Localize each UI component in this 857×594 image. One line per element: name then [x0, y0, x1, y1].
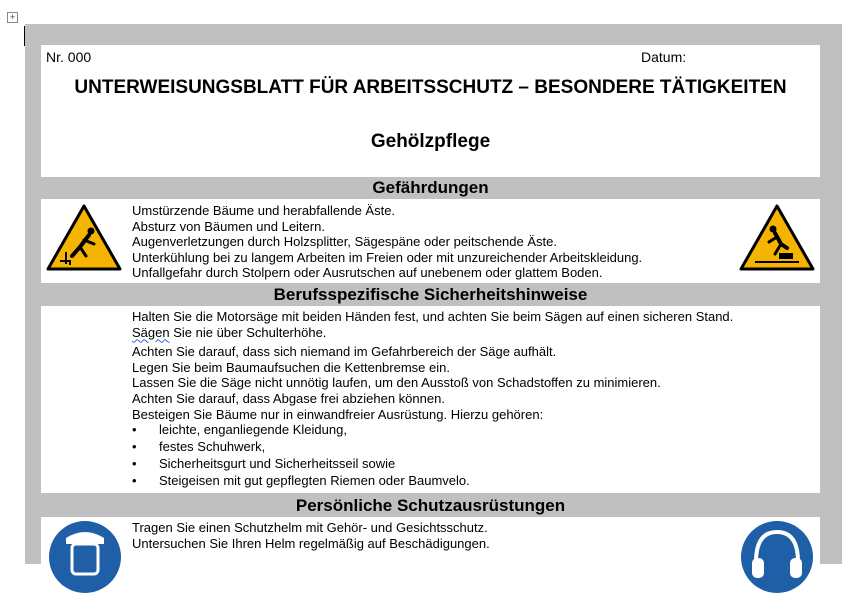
document-table: [25, 24, 842, 564]
hinweis-line[interactable]: Achten Sie darauf, dass Abgase frei abziehen können.: [132, 390, 445, 406]
hinweis-line[interactable]: Sägen Sie nie über Schulterhöhe.: [132, 324, 327, 340]
document-date-label[interactable]: Datum:: [641, 49, 687, 65]
section-heading-psa[interactable]: Persönliche Schutzausrüstungen: [295, 496, 566, 515]
hinweis-line[interactable]: Besteigen Sie Bäume nur in einwandfreier Ausrüstung. Hierzu gehören:: [132, 406, 544, 422]
gefaehrdung-line[interactable]: Umstürzende Bäume und herabfallende Äste.: [132, 203, 396, 218]
hinweis-line[interactable]: Halten Sie die Motorsäge mit beiden Händen fest, und achten Sie beim Sägen auf einen sicheren Stand.: [132, 309, 734, 324]
bullet-list-item[interactable]: [132, 422, 733, 439]
face-shield-mandatory-icon: [48, 520, 122, 594]
bullet-icon: •: [132, 473, 137, 489]
bullet-icon: •: [132, 422, 137, 438]
gefaehrdungen-text: [132, 203, 642, 281]
bullet-icon: •: [132, 439, 137, 455]
psa-line[interactable]: Untersuchen Sie Ihren Helm regelmäßig auf Beschädigungen.: [132, 535, 490, 551]
hinweise-text: [132, 309, 733, 490]
table-move-handle-icon[interactable]: +: [7, 12, 18, 23]
bullet-text: festes Schuhwerk,: [159, 439, 266, 455]
hinweis-line[interactable]: Lassen Sie die Säge nicht unnötig laufen, um den Ausstoß von Schadstoffen zu minimieren.: [132, 375, 661, 391]
header-section: [41, 45, 820, 177]
psa-line[interactable]: Tragen Sie einen Schutzhelm mit Gehör- und Gesichtsschutz.: [132, 520, 488, 535]
spellcheck-word[interactable]: Sägen: [132, 324, 170, 340]
gefaehrdung-line[interactable]: Absturz von Bäumen und Leitern.: [132, 218, 325, 234]
gefaehrdung-line[interactable]: Augenverletzungen durch Holzsplitter, Sägespäne oder peitschende Äste.: [132, 234, 557, 250]
section-heading-hinweise[interactable]: Berufsspezifische Sicherheitshinweise: [273, 285, 588, 304]
bullet-text: Steigeisen mit gut gepflegten Riemen oder Baumvelo.: [159, 473, 470, 489]
section-heading-gefaehrdungen[interactable]: Gefährdungen: [372, 178, 489, 197]
hinweis-line[interactable]: Achten Sie darauf, dass sich niemand im Gefahrbereich der Säge aufhält.: [132, 344, 557, 360]
document-number[interactable]: Nr. 000: [46, 49, 92, 65]
hinweis-line[interactable]: Legen Sie beim Baumaufsuchen die Kettenbremse ein.: [132, 359, 450, 375]
fall-hazard-warning-icon: [46, 204, 122, 271]
bullet-text: leichte, enganliegende Kleidung,: [159, 422, 347, 438]
psa-section: [41, 517, 820, 577]
bullet-list-item[interactable]: [132, 473, 733, 490]
hinweise-section: [41, 306, 820, 493]
bullet-list-item[interactable]: [132, 439, 733, 456]
bullet-list-item[interactable]: [132, 456, 733, 473]
gefaehrdung-line[interactable]: Unterkühlung bei zu langem Arbeiten im Freien oder mit unzureichender Arbeitskleidung.: [132, 249, 643, 265]
bullet-icon: •: [132, 456, 137, 472]
psa-text: [132, 520, 490, 551]
trip-hazard-warning-icon: [739, 204, 815, 271]
gefaehrdungen-section: [41, 199, 820, 283]
bullet-text: Sicherheitsgurt und Sicherheitsseil sowie: [159, 456, 396, 472]
ear-protection-mandatory-icon: [740, 520, 814, 594]
page-subtitle[interactable]: Gehölzpflege: [370, 131, 491, 152]
gefaehrdung-line[interactable]: Unfallgefahr durch Stolpern oder Ausrutschen auf unebenem oder glattem Boden.: [132, 265, 603, 281]
page-title[interactable]: UNTERWEISUNGSBLATT FÜR ARBEITSSCHUTZ – BESONDERE TÄTIGKEITEN: [74, 77, 787, 98]
